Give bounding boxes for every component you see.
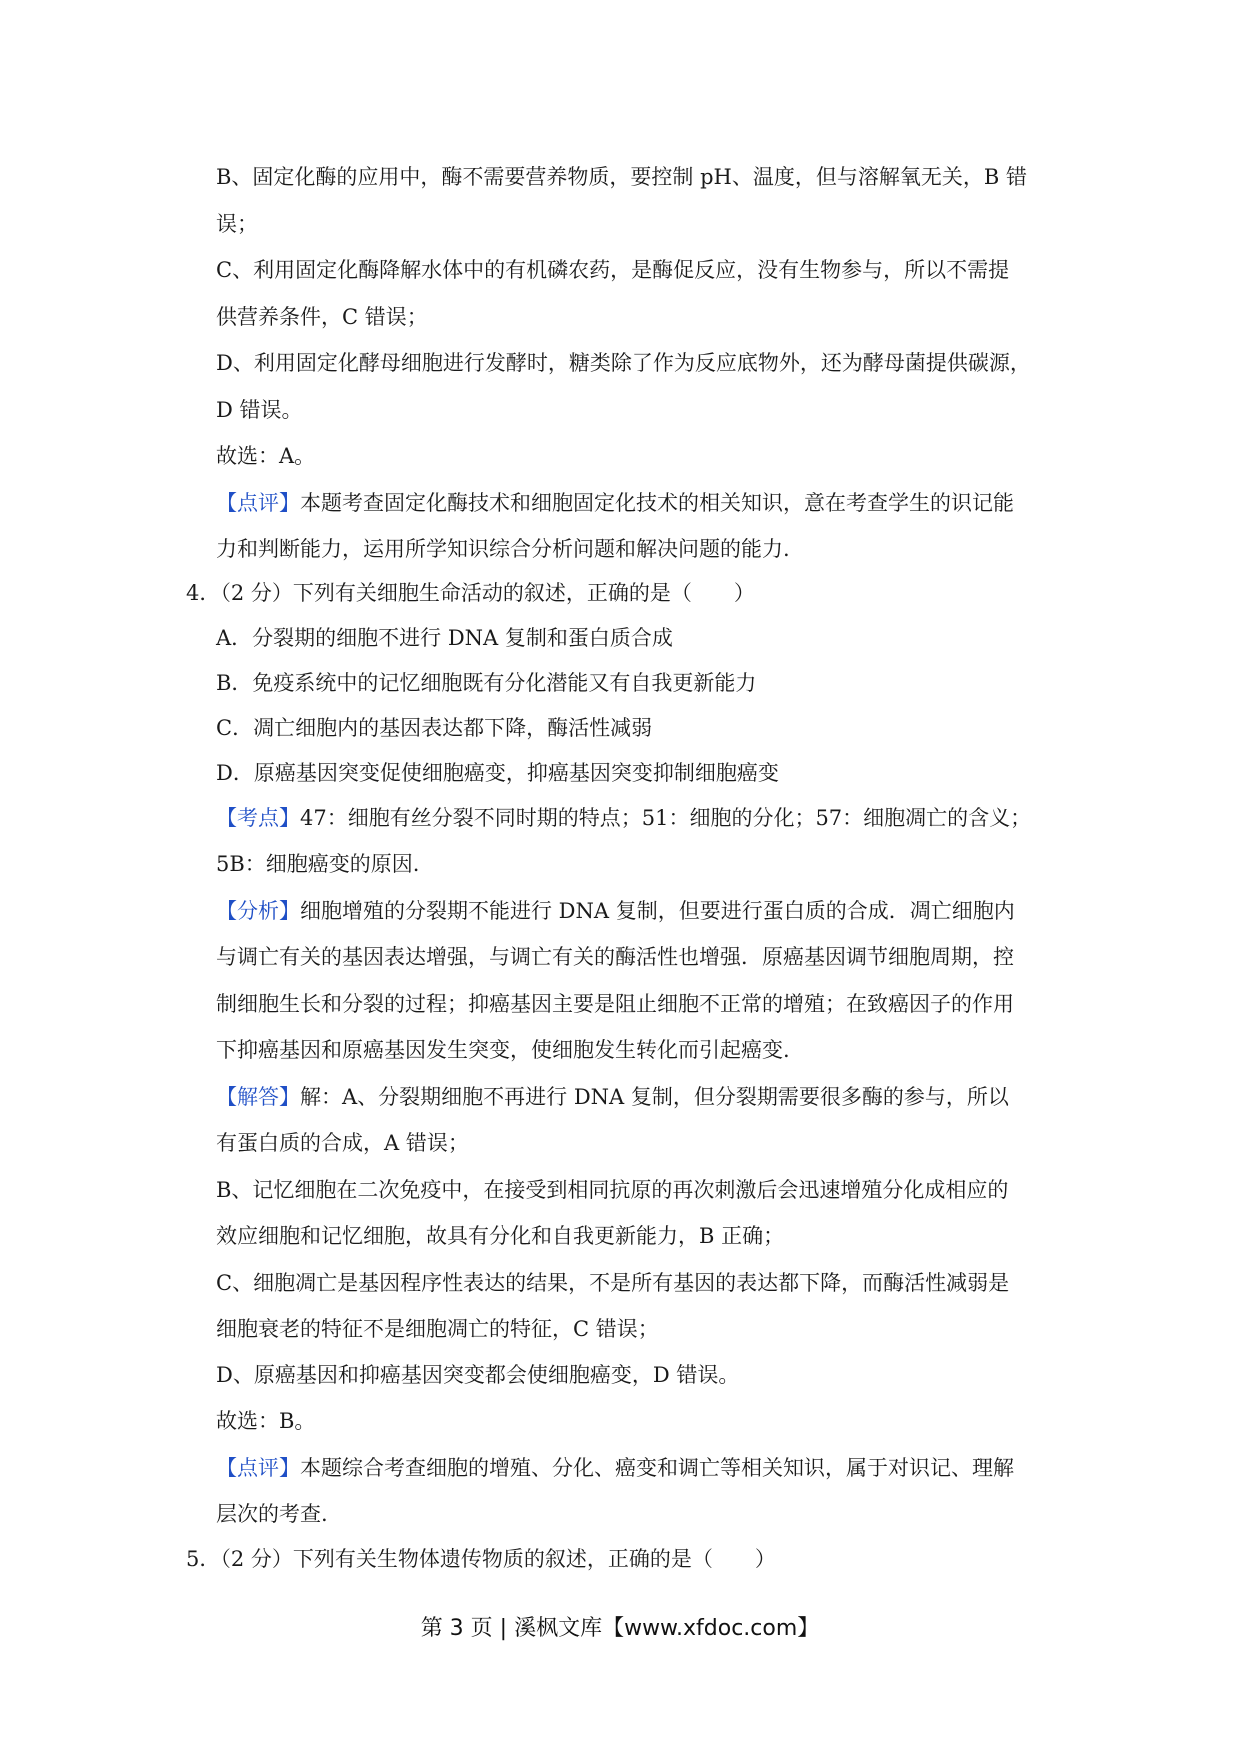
- analysis-c-line1: C、利用固定化酶降解水体中的有机磷农药，是酶促反应，没有生物参与，所以不需提: [216, 258, 1010, 282]
- analysis-b-line2: 误；: [216, 212, 258, 236]
- fenxi-tag: 【分析】: [216, 899, 300, 923]
- analysis-b-line1: B、固定化酶的应用中，酶不需要营养物质，要控制 pH、温度，但与溶解氧无关，B 错: [216, 165, 1027, 189]
- prev-comment-line2: 力和判断能力，运用所学知识综合分析问题和解决问题的能力.: [216, 537, 790, 561]
- question-4-choice: 故选：B。: [216, 1409, 316, 1433]
- jieda-text: 解：A、分裂期细胞不再进行 DNA 复制，但分裂期需要很多酶的参与，所以: [300, 1085, 1009, 1109]
- dianping-text: 本题综合考查细胞的增殖、分化、癌变和调亡等相关知识，属于对识记、理解: [300, 1456, 1014, 1480]
- question-4-option-a: A．分裂期的细胞不进行 DNA 复制和蛋白质合成: [216, 626, 673, 650]
- dianping-line1: [216, 1454, 1014, 1482]
- jieda-line4: 效应细胞和记忆细胞，故具有分化和自我更新能力，B 正确；: [216, 1224, 785, 1248]
- jieda-tag: 【解答】: [216, 1085, 300, 1109]
- kaodian-tag: 【考点】: [216, 806, 300, 830]
- jieda-line6: 细胞衰老的特征不是细胞凋亡的特征，C 错误；: [216, 1317, 659, 1341]
- jieda-line7: D、原癌基因和抑癌基因突变都会使细胞癌变，D 错误。: [216, 1363, 740, 1387]
- fenxi-line3: 制细胞生长和分裂的过程；抑癌基因主要是阻止细胞不正常的增殖；在致癌因子的作用: [216, 992, 1014, 1016]
- analysis-d-line2: D 错误。: [216, 398, 303, 422]
- fenxi-line4: 下抑癌基因和原癌基因发生突变，使细胞发生转化而引起癌变.: [216, 1038, 790, 1062]
- dianping-line2: 层次的考查.: [216, 1502, 328, 1526]
- kaodian-text: 47：细胞有丝分裂不同时期的特点；51：细胞的分化；57：细胞凋亡的含义；: [300, 806, 1032, 830]
- question-5-stem: 5．（2 分）下列有关生物体遗传物质的叙述，正确的是（ ）: [186, 1547, 776, 1571]
- jieda-line2: 有蛋白质的合成，A 错误；: [216, 1131, 469, 1155]
- jieda-line1: [216, 1083, 1009, 1111]
- question-4-option-b: B．免疫系统中的记忆细胞既有分化潜能又有自我更新能力: [216, 671, 757, 695]
- analysis-d-line1: D、利用固定化酵母细胞进行发酵时，糖类除了作为反应底物外，还为酵母菌提供碳源，: [216, 351, 1031, 375]
- prev-answer-choice: 故选：A。: [216, 444, 316, 468]
- kaodian-line1: [216, 804, 1031, 832]
- fenxi-line2: 与调亡有关的基因表达增强，与调亡有关的酶活性也增强．原癌基因调节细胞周期，控: [216, 945, 1014, 969]
- kaodian-line2: 5B：细胞癌变的原因.: [216, 852, 420, 876]
- prev-comment-line1: [216, 489, 1014, 517]
- comment-tag: 【点评】: [216, 491, 300, 515]
- jieda-line5: C、细胞凋亡是基因程序性表达的结果，不是所有基因的表达都下降，而酶活性减弱是: [216, 1271, 1010, 1295]
- comment-text: 本题考查固定化酶技术和细胞固定化技术的相关知识，意在考查学生的识记能: [300, 491, 1014, 515]
- fenxi-line1: [216, 897, 1015, 925]
- question-4-option-d: D．原癌基因突变促使细胞癌变，抑癌基因突变抑制细胞癌变: [216, 761, 779, 785]
- analysis-c-line2: 供营养条件，C 错误；: [216, 305, 428, 329]
- question-4-stem: 4．（2 分）下列有关细胞生命活动的叙述，正确的是（ ）: [186, 581, 755, 605]
- jieda-line3: B、记忆细胞在二次免疫中，在接受到相同抗原的再次刺激后会迅速增殖分化成相应的: [216, 1178, 1009, 1202]
- fenxi-text: 细胞增殖的分裂期不能进行 DNA 复制，但要进行蛋白质的合成．凋亡细胞内: [300, 899, 1015, 923]
- question-4-option-c: C．凋亡细胞内的基因表达都下降，酶活性减弱: [216, 716, 653, 740]
- page-footer: 第 3 页 | 溪枫文库【www.xfdoc.com】: [420, 1616, 820, 1641]
- dianping-tag: 【点评】: [216, 1456, 300, 1480]
